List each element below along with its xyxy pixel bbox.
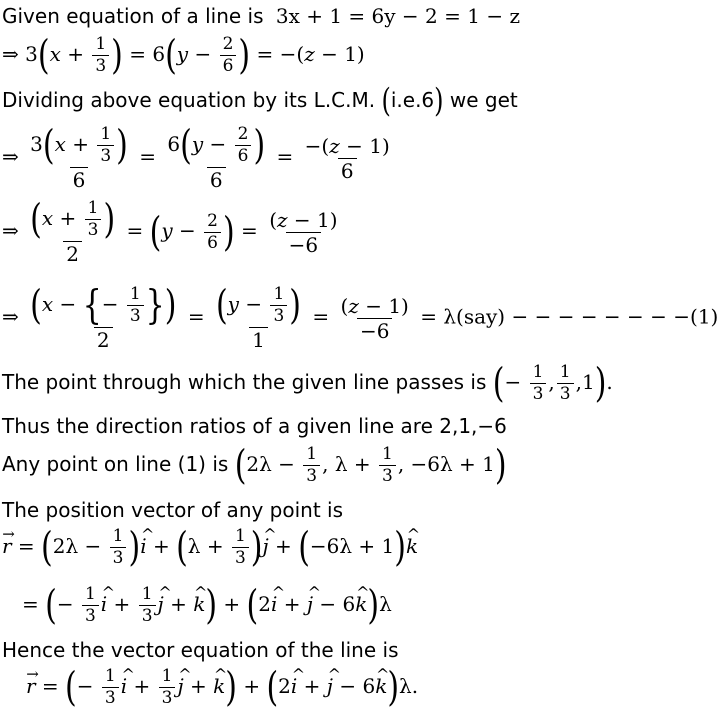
lcm-value: i.e.6 bbox=[390, 88, 435, 112]
is-text: is bbox=[212, 452, 229, 476]
position-vector-line bbox=[2, 500, 343, 520]
fraction: (x − {− $\frac{1}{3}$ }) 2 bbox=[30, 281, 177, 352]
fraction: $\frac{1}{3}$ bbox=[379, 446, 396, 485]
fraction: $\frac{1}{3}$ bbox=[82, 586, 99, 625]
rewritten-equation: ⇒ 3(x + $\frac{1}{3}$ ) = 6(y − $\frac{2}{6}$ ) = −(z − 1) bbox=[2, 31, 365, 80]
fraction: $\frac{1}{3}$ bbox=[110, 528, 127, 567]
fraction: $\frac{1}{3}$ bbox=[92, 36, 109, 75]
fraction: $\frac{1}{3}$ bbox=[303, 446, 320, 485]
fraction: $\frac{1}{3}$ bbox=[102, 668, 119, 707]
fraction: 3(x + $\frac{1}{3}$ ) 6 bbox=[30, 121, 128, 192]
divide-by-lcm-line: Dividing above equation by its L.C.M. (i.e.6) we get bbox=[2, 81, 518, 120]
position-vector-text: The position vector of any point is bbox=[2, 498, 344, 522]
final-vector-equation: → r = (− $\frac{1}{3}$ ^ i + $\frac{1}{3}$ ^ j + ^ k) + (2^ i + ^ j − 6^ k)λ. bbox=[26, 668, 418, 707]
hence-text: Hence the vector equation of the line is bbox=[2, 638, 399, 662]
direction-ratios-line bbox=[2, 416, 507, 436]
divided-equation: ⇒ 3(x + $\frac{1}{3}$ ) 6 = 6(y − $\frac{2}{6}$ ) 6 = $\frac{-(z - 1)}{6}$ bbox=[2, 126, 395, 190]
fraction: $\frac{1}{3}$ bbox=[232, 528, 249, 567]
simplified-equation: ⇒ (x + $\frac{1}{3}$ ) 2 = (y − $\frac{2}{6}$ ) = $\frac{(z - 1)}{-6}$ bbox=[2, 200, 343, 264]
lambda-say: λ(say) − − − − − − − −(1) bbox=[443, 304, 718, 329]
fraction: (x + $\frac{1}{3}$ ) 2 bbox=[30, 195, 116, 266]
fraction: $\frac{-(z - 1)}{6}$ bbox=[304, 133, 390, 183]
fraction: $\frac{(z - 1)}{-6}$ bbox=[269, 207, 338, 257]
given-text: Given equation of a line is bbox=[2, 4, 264, 28]
symmetric-form-equation: ⇒ (x − {− $\frac{1}{3}$ }) 2 = (y − $\frac{1}{3}$ ) 1 = $\frac{(z - 1)}{-6}$ = λ(say) − − − − − − − −(1) bbox=[2, 281, 718, 352]
fraction: (y − $\frac{1}{3}$ ) 1 bbox=[215, 281, 302, 352]
any-point-text: Any point on line bbox=[2, 452, 172, 476]
divide-text: Dividing above equation by its L.C.M. bbox=[2, 88, 376, 112]
given-equation-line bbox=[2, 6, 520, 26]
position-vector-equation: → r = (2λ − $\frac{1}{3}$ )^ i + (λ + $\frac{1}{3}$ )^ j + (−6λ + 1)^ k bbox=[2, 528, 418, 567]
fraction: 6(y − $\frac{2}{6}$ ) 6 bbox=[167, 121, 266, 192]
we-get-text: we get bbox=[449, 88, 518, 112]
fraction: $\frac{1}{3}$ bbox=[557, 364, 574, 403]
fraction: $\frac{1}{3}$ bbox=[139, 586, 156, 625]
given-equation: 3x + 1 = 6y − 2 = 1 − z bbox=[275, 4, 520, 28]
hence-line bbox=[2, 640, 399, 660]
fraction: $\frac{2}{6}$ bbox=[204, 213, 221, 252]
fraction: $\frac{1}{3}$ bbox=[530, 364, 547, 403]
fraction: $\frac{2}{6}$ bbox=[220, 36, 237, 75]
any-point-line: Any point on line (1) is (2λ − $\frac{1}{3}$ , λ + $\frac{1}{3}$ , −6λ + 1) bbox=[2, 441, 507, 490]
vector-split-equation: = (− $\frac{1}{3}$ ^ i + $\frac{1}{3}$ ^ j + ^ k) + (2^ i + ^ j − 6^ k)λ bbox=[22, 586, 392, 625]
direction-ratios-text: Thus the direction ratios of a given line are 2,1,−6 bbox=[2, 414, 507, 438]
equation-reference: (1) bbox=[177, 452, 206, 476]
point-line: The point through which the given line passes is (− $\frac{1}{3}$ , $\frac{1}{3}$ ,1). bbox=[2, 359, 613, 408]
point-text: The point through which the given line passes is bbox=[2, 370, 487, 394]
fraction: $\frac{(z - 1)}{-6}$ bbox=[340, 293, 409, 343]
fraction: $\frac{1}{3}$ bbox=[159, 668, 176, 707]
